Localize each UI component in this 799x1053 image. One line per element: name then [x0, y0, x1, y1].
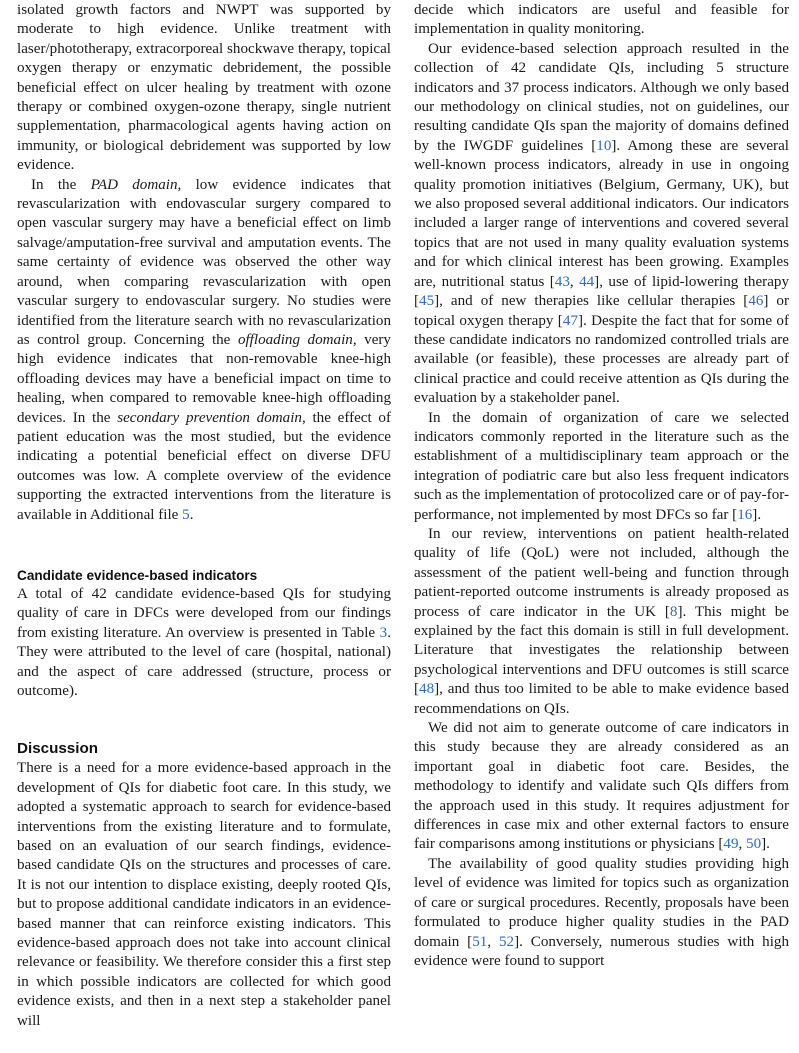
ref-link[interactable]: 49: [723, 836, 739, 853]
additional-file-link[interactable]: 5: [182, 506, 190, 523]
paragraph-quality-of-life: In our review, interventions on patient health-related quality of life (QoL) were not included, although the assessment of the patient well-being and function through patient-reported outcome instruments is already proposed as process of care indicator in the UK [8]. This might be explained by the fact this domain is still in full development. Literature that investigates the relationship between psychological interventions and DFU outcomes is still scarce [48], and thus too limited to be able to make evidence based recommendations on QIs.: [414, 525, 789, 717]
table-3-link[interactable]: 3: [379, 624, 388, 641]
offloading-domain-term: offloading domain: [237, 331, 353, 348]
ref-link[interactable]: 48: [419, 681, 435, 698]
right-column: [414, 1, 789, 971]
paragraph-outcome-indicators: We did not aim to generate outcome of care indicators in this study because they are already considered as an important goal in diabetic foot care. Besides, the methodology to identify and validate such QIs differs from the approach used in this study. It requires adjustment for differences in case mix and other external factors to ensure fair comparisons among institutions or physicians [49, 50].: [414, 720, 789, 853]
pad-domain-term: PAD domain: [90, 176, 178, 193]
ref-link[interactable]: 43: [554, 273, 570, 290]
spacer: [17, 701, 391, 739]
paragraph-selection-approach: Our evidence-based selection approach resulted in the collection of 42 candidate QIs, including 5 structure indicators and 37 process indicators. Although we only based our methodology on clinical studies, not on guidelines, our resulting candidate QIs span the majority of domains defined by the IWGDF guidelines [10]. Among these are several well-known process indicators, already in use in ongoing quality promotion initiatives (Belgium, Germany, UK), but we also proposed several additional indicators. Our indicators included a larger range of interventions and covered several topics that are not used in many quality evaluation systems and for which clinical interest has been growing. Examples are, nutritional status [43, 44], use of lipid-lowering therapy [45], and of new therapies like cellular therapies [46] or topical oxygen therapy [47]. Despite the fact that for some of these candidate indicators no randomized controlled trials are available (or feasible), these processes are already part of clinical practice and could receive attention as QIs during the evaluation by a stakeholder panel.: [414, 40, 790, 407]
heading-candidate-indicators: Candidate evidence-based indicators: [17, 567, 258, 583]
paragraph-discussion-intro: There is a need for a more evidence-based approach in the development of QIs for diabetic foot care. In this study, we adopted a systematic approach to search for evidence-based interventions from the existing literature and to formulate, based on an evaluation of our search findings, evidence-based candidate QIs on the structures and processes of care. It is not our intention to displace existing, deeply rooted QIs, but to propose additional candidate indicators in an evidence-based manner that can reinforce existing indicators. This evidence-based approach does not take into account clinical relevance or feasibility. We therefore consider this a first step in which possible indicators are collected for which good evidence exists, and then in a next step a stakeholder panel will: [17, 760, 391, 1029]
paragraph-organization-of-care: In the domain of organization of care we selected indicators commonly reported in the literature such as the establishment of a multidisciplinary team approach or the integration of podiatric care but also less frequent indicators such as the implementation of protocolized care or of pay-for-performance, not implemented by most DFCs so far [16].: [414, 409, 789, 523]
ref-link[interactable]: 45: [419, 293, 435, 310]
ref-link[interactable]: 52: [498, 933, 515, 950]
ref-link[interactable]: 16: [737, 506, 753, 523]
paragraph-pad-domain: In the PAD domain, low evidence indicates that revascularization with endovascular surgery compared to open vascular surgery may have a beneficial effect on limb salvage/amputation-free survival and amputation events. The same certainty of evidence was observed the other way around, when comparing revascularization with open vascular surgery to endovascular surgery. No studies were identified from the literature search with no revascularization as control group. Concerning the offloading domain, very high evidence indicates that non-removable knee-high offloading devices may have a beneficial impact on time to healing, when compared to removable knee-high offloading devices. In the secondary prevention domain, the effect of patient education was the most studied, but the evidence indicating a potential beneficial effect on diverse DFU outcomes was low. A complete overview of the evidence supporting the extracted interventions from the literature is available in Additional file 5.: [17, 176, 392, 523]
paragraph-candidate-qis: A total of 42 candidate evidence-based QIs for studying quality of care in DFCs were developed from our findings from existing literature. An overview is presented in Table 3. They were attributed to the level of care (hospital, national) and the aspect of care addressed (structure, process or outcome).: [17, 585, 391, 699]
ref-link[interactable]: 51: [472, 933, 488, 950]
paragraph-decide-indicators: decide which indicators are useful and feasible for implementation in quality monitoring.: [414, 2, 789, 38]
ref-link[interactable]: 10: [596, 137, 612, 154]
ref-link[interactable]: 50: [746, 836, 762, 853]
paragraph-availability-studies: The availability of good quality studies providing high level of evidence was limited for topics such as organization of care or surgical procedures. Recently, proposals have been formulated to produce higher quality studies in the PAD domain [51, 52]. Conversely, numerous studies with high evidence were found to support: [414, 855, 789, 969]
ref-link[interactable]: 44: [579, 273, 595, 290]
secondary-prevention-term: secondary prevention domain: [117, 409, 302, 426]
heading-discussion: Discussion: [17, 740, 99, 758]
ref-link[interactable]: 47: [562, 312, 578, 329]
paragraph-growth-factors: isolated growth factors and NWPT was supported by moderate to high evidence. Unlike treatment with laser/phototherapy, extracorporeal shockwave therapy, topical oxygen therapy or enzymatic debridement, the possible beneficial effect on ulcer healing by treatment with ozone therapy or combined oxygen-ozone therapy, single nutrient supplementation, pharmacological agents having action on immunity, or biological debridement was supported by low evidence.: [17, 2, 391, 174]
spacer: [17, 525, 391, 567]
ref-link[interactable]: 46: [748, 293, 764, 310]
left-column: [17, 1, 391, 1031]
ref-link[interactable]: 8: [669, 603, 678, 620]
